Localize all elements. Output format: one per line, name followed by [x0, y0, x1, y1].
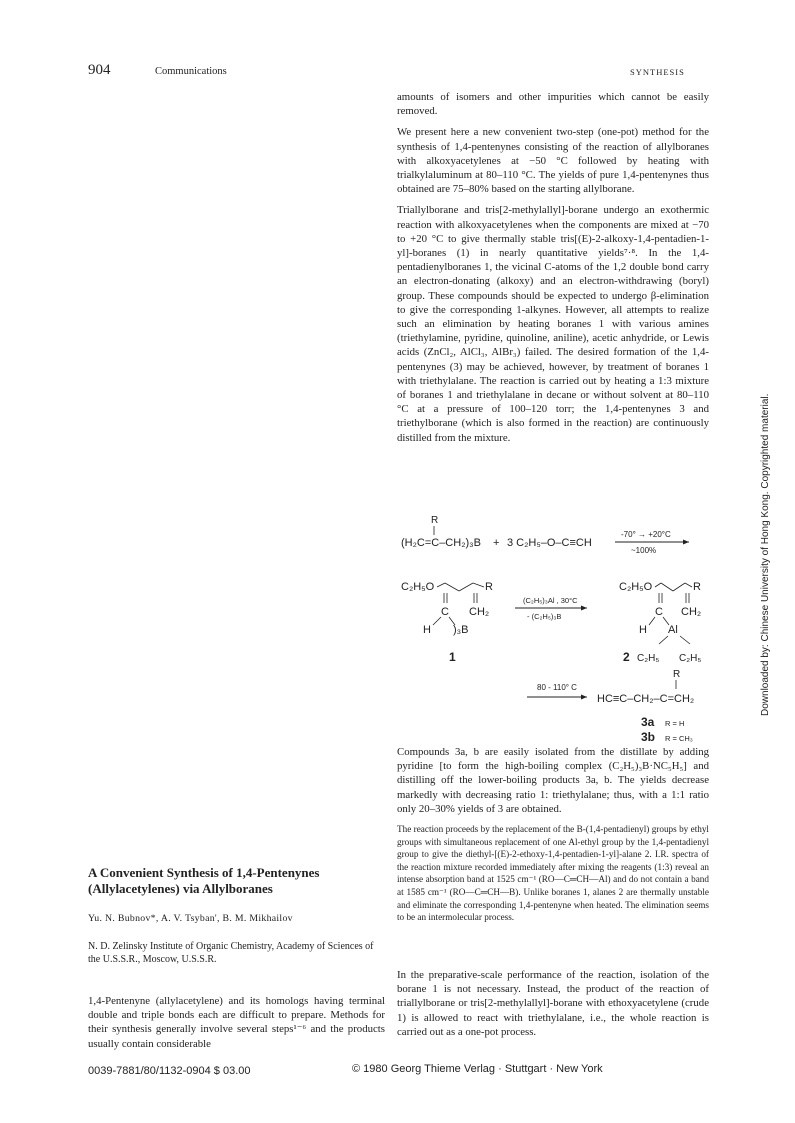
scheme-cond-2-top: (C₂H₅)₃Al , 30°C — [523, 596, 578, 605]
reaction-note: The reaction proceeds by the replacement of the B-(1,4-pentadienyl) groups by ethyl groups with simultaneous replacement of one Al-ethyl group by the 1,4-pentadienyl group to give the diethyl-[(E)-2-ethoxy-1,4-pentadien-1-yl]-alane 2. I.R. spectra of the reaction mixture recorded immediately after mixing the reagents (1:3) reveal an intense absorption band at 1525 cm⁻¹ (RO—C═CH—Al) and do not contain a band at 1585 cm⁻¹ (RO—C═CH—B). Unlike boranes 1, alanes 2 are thermally unstable and eliminate the corresponding 1,4-pentenyne when heated. The elimination seems to be an intermolecular process. — [397, 824, 709, 923]
section-label: Communications — [155, 66, 227, 77]
scheme-c1-C: C — [441, 606, 449, 618]
scheme-c2-ethyl-1: C₂H₅ — [637, 653, 660, 664]
page-number: 904 — [88, 62, 111, 78]
paragraph-5: In the preparative-scale performance of the reaction, isolation of the borane 1 is not necessary. Instead, the product of the reaction of triallylborane or tris[2-methylallyl]-borane with ethoxyacetylene (crude 1) is allowed to react with triethylalane, i.e., the whole reaction is carried out as a one-pot process. — [397, 969, 709, 1038]
scheme-product-R: R — [673, 669, 681, 680]
authors: Yu. N. Bubnov*, A. V. Tsyban', B. M. Mikhailov — [88, 913, 293, 924]
scheme-cond-3: 80 - 110° C — [537, 683, 577, 692]
scheme-cond-1-bot: ~100% — [631, 546, 657, 555]
paragraph-3: Triallylborane and tris[2-methylallyl]-borane undergo an exothermic reaction with alkoxyacetylenes when the components are mixed at −70 to +20 °C to give thermally stable tris[(E)-2-alkoxy-1,4-pentadien-1-yl]-boranes (1) in nearly quantitative yields⁷·⁸. In the 1,4-pentadienylboranes 1, the vicinal C-atoms of the 1,2 double bond carry an electron-donating (alkoxy) and an electron-withdrawing (boryl) group. These compounds should be expected to undergo β-elimination to give the corresponding 1-alkynes. However, all attempts to realize such an elimination by heating boranes 1 with various amines (triethylamine, pyridine, quinoline, aniline), acetic anhydride, or Lewis acids (ZnCl₂, AlCl₃, AlBr₃) failed. The desired formation of the 1,4-pentenynes (3) may be achieved, however, by treatment of boranes 1 with triethylalane. The reaction is carried out by heating a 1:3 mixture of boranes 1 and triethylalane in decane or without solvent at 80–110 °C at a pressure of 100–120 torr; the 1,4-pentenynes 3 and triethylborane (which is also formed in the reaction) are continuously distilled from the mixture. — [397, 204, 709, 444]
scheme-c2-CH2: CH₂ — [681, 606, 702, 618]
article-title: A Convenient Synthesis of 1,4-Pentenynes (Allylacetylenes) via Allylboranes — [88, 865, 320, 896]
article-code: 0039-7881/80/1132-0904 $ 03.00 — [88, 1065, 251, 1077]
intro-paragraph: 1,4-Pentenyne (allylacetylene) and its homologs having terminal double and triple bonds each are difficult to prepare. Methods for their synthesis generally involve several steps¹⁻⁶ and the products usually contain considerable — [88, 995, 385, 1050]
scheme-3a-label: 3a — [641, 715, 655, 729]
download-notice: Downloaded by: Chinese University of Hong Kong. Copyrighted material. — [760, 393, 771, 716]
scheme-r1-R: R — [431, 515, 439, 526]
scheme-c2-Al: Al — [668, 624, 678, 636]
scheme-3a-sub: R = H — [665, 719, 685, 728]
scheme-c1-CH2: CH₂ — [469, 606, 490, 618]
scheme-c2-label: 2 — [623, 650, 630, 664]
paragraph-1: amounts of isomers and other impurities which cannot be easily removed. — [397, 91, 709, 118]
scheme-alkoxyacetylene: 3 C₂H₅–O–C≡CH — [507, 537, 592, 549]
affiliation: N. D. Zelinsky Institute of Organic Chemistry, Academy of Sciences of the U.S.S.R., Moscow, U.S.S.R. — [88, 941, 374, 965]
scheme-c2-ethyl-2: C₂H₅ — [679, 653, 702, 664]
scheme-cond-2-bot: - (C₂H₅)₃B — [527, 612, 562, 621]
paragraph-4-wrap — [397, 745, 709, 823]
scheme-c2-H: H — [639, 624, 647, 636]
scheme-allylborane: (H₂C=C–CH₂)₃B — [401, 537, 481, 549]
scheme-c1-H: H — [423, 624, 431, 636]
scheme-c2-ethoxy: C₂H₅O — [619, 581, 653, 593]
scheme-product-formula: HC≡C–CH₂–C=CH₂ — [597, 693, 695, 705]
publisher-line: © 1980 Georg Thieme Verlag · Stuttgart · New York — [352, 1063, 603, 1075]
right-column-text — [397, 90, 709, 452]
paragraph-2: We present here a new convenient two-step (one-pot) method for the synthesis of 1,4-pentenynes consisting of the reaction of allylboranes with alkoxyacetylenes at −50 °C followed by heating with trialkylaluminum at 80–110 °C. The yields of pure 1,4-pentenynes thus obtained are 75–80% based on the starting allylborane. — [397, 126, 709, 196]
scheme-cond-1-top: -70° → +20°C — [621, 530, 671, 539]
scheme-c2-R: R — [693, 581, 701, 593]
scheme-c2-C: C — [655, 606, 663, 618]
paragraph-4: Compounds 3a, b are easily isolated from the distillate by adding pyridine [to form the high-boiling complex (C₂H₅)₃B·NC₅H₅] and distilling off the lower-boiling products 3a, b. The yields decrease markedly with decreasing ratio 1: triethylalane; thus, with a 1:1 ratio only 20–30% yields of 3 are obtained. — [397, 746, 709, 815]
scheme-plus: + — [493, 537, 500, 549]
scheme-c1-B: )₃B — [453, 624, 469, 636]
scheme-3b-label: 3b — [641, 730, 656, 744]
scheme-c1-label: 1 — [449, 650, 456, 664]
scheme-c1-R: R — [485, 581, 493, 593]
journal-name: SYNTHESIS — [630, 67, 685, 77]
paragraph-5-wrap — [397, 968, 709, 1046]
scheme-c1-ethoxy: C₂H₅O — [401, 581, 435, 593]
scheme-3b-sub: R = CH₃ — [665, 734, 693, 743]
